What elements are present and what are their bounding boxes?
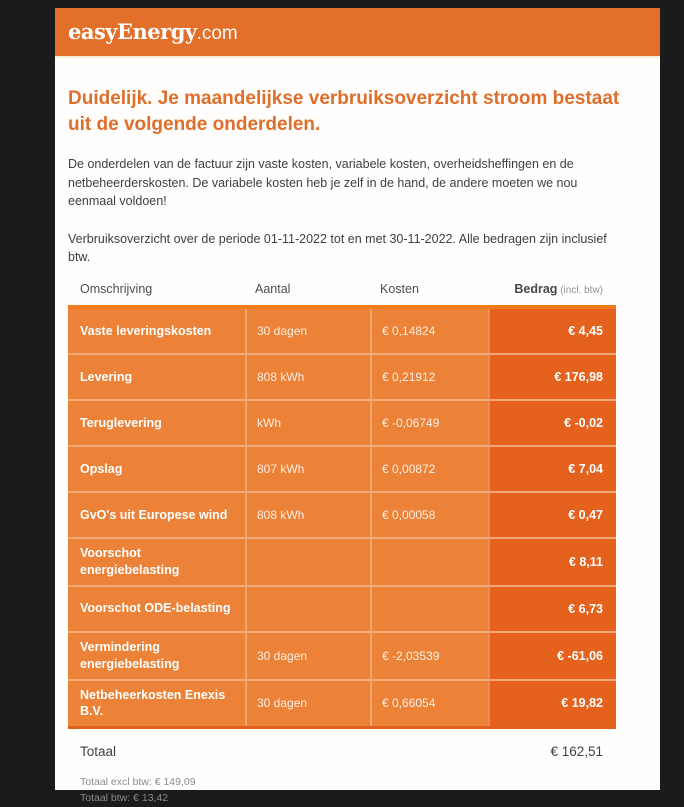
cell-aantal: 30 dagen: [245, 309, 370, 353]
cell-aantal: 808 kWh: [245, 355, 370, 399]
column-header-kosten: Kosten: [380, 282, 419, 297]
cell-bedrag: € 0,47: [488, 493, 616, 537]
cell-bedrag: € 8,11: [488, 539, 616, 585]
table-row: [68, 679, 616, 727]
cell-aantal: 807 kWh: [245, 447, 370, 491]
cell-kosten: € -2,03539: [370, 633, 488, 679]
cell-omschrijving: Voorschot energiebelasting: [80, 546, 180, 577]
total-label: Totaal: [80, 744, 117, 760]
usage-table: [68, 282, 616, 729]
cell-omschrijving: Voorschot ODE-belasting: [80, 601, 231, 616]
bedrag-label: Bedrag: [514, 282, 558, 297]
total-row: [68, 744, 616, 759]
cell-aantal: kWh: [245, 401, 370, 445]
cell-aantal: 30 dagen: [245, 633, 370, 679]
cell-omschrijving: Levering: [80, 369, 133, 384]
total-excl-btw: Totaal excl btw: € 149,09: [80, 776, 196, 789]
table-row: [68, 585, 616, 631]
totals-small-print: [68, 775, 660, 807]
cell-bedrag: € 7,04: [488, 447, 616, 491]
cell-kosten: € 0,14824: [370, 309, 488, 353]
cell-omschrijving: GvO's uit Europese wind: [80, 507, 228, 522]
column-header-bedrag: [488, 282, 616, 296]
cell-kosten: € 0,66054: [370, 681, 488, 727]
easyenergy-logo[interactable]: [68, 21, 238, 43]
table-row: [68, 309, 616, 353]
cell-kosten: € 0,21912: [370, 355, 488, 399]
cell-aantal: 808 kWh: [245, 493, 370, 537]
table-row: [68, 631, 616, 679]
cell-bedrag: € 4,45: [488, 309, 616, 353]
table-row: [68, 537, 616, 585]
intro-paragraph: De onderdelen van de factuur zijn vaste kosten, variabele kosten, overheidsheffingen en de netbeheerderskosten. De variabele kosten heb je zelf in de hand, de andere moeten we nou eenmaal voldoen!: [68, 157, 578, 208]
cell-aantal: [245, 539, 370, 585]
cell-aantal: 30 dagen: [245, 681, 370, 727]
table-row: [68, 353, 616, 399]
email-content-card: [55, 8, 660, 805]
table-row: [68, 399, 616, 445]
cell-bedrag: € -61,06: [488, 633, 616, 679]
cell-aantal: [245, 587, 370, 631]
column-header-aantal: Aantal: [255, 282, 291, 297]
cell-omschrijving: Vermindering energiebelasting: [80, 639, 180, 671]
cell-kosten: € 0,00872: [370, 447, 488, 491]
total-amount: € 162,51: [550, 744, 603, 760]
cell-kosten: [370, 539, 488, 585]
cell-bedrag: € -0,02: [488, 401, 616, 445]
cell-bedrag: € 6,73: [488, 587, 616, 631]
cell-bedrag: € 176,98: [488, 355, 616, 399]
total-btw: Totaal btw: € 13,42: [80, 792, 169, 805]
bedrag-suffix-label: (incl. btw): [557, 285, 603, 297]
cell-omschrijving: Opslag: [80, 461, 123, 476]
cell-kosten: € 0,00058: [370, 493, 488, 537]
table-row: [68, 491, 616, 537]
period-paragraph: Verbruiksoverzicht over de periode 01-11-2022 tot en met 30-11-2022. Alle bedragen zijn inclusief btw.: [68, 231, 607, 264]
page-title: Duidelijk. Je maandelijkse verbruiksoverzicht stroom bestaat uit de volgende onderdelen.: [68, 88, 620, 136]
cell-kosten: [370, 587, 488, 631]
brand-header: [55, 8, 660, 58]
table-header-row: [68, 282, 616, 305]
logo-text-suffix: .com: [196, 23, 238, 44]
cell-omschrijving: Vaste leveringskosten: [80, 323, 212, 338]
cell-bedrag: € 19,82: [488, 681, 616, 727]
column-header-omschrijving: Omschrijving: [80, 282, 153, 297]
cell-omschrijving: Teruglevering: [80, 415, 162, 430]
table-body: [68, 305, 616, 729]
cell-kosten: € -0,06749: [370, 401, 488, 445]
logo-text-bold: easyEnergy: [68, 19, 197, 44]
table-row: [68, 445, 616, 491]
cell-omschrijving: Netbeheerkosten Enexis B.V.: [80, 687, 226, 719]
email-body: [55, 86, 660, 807]
